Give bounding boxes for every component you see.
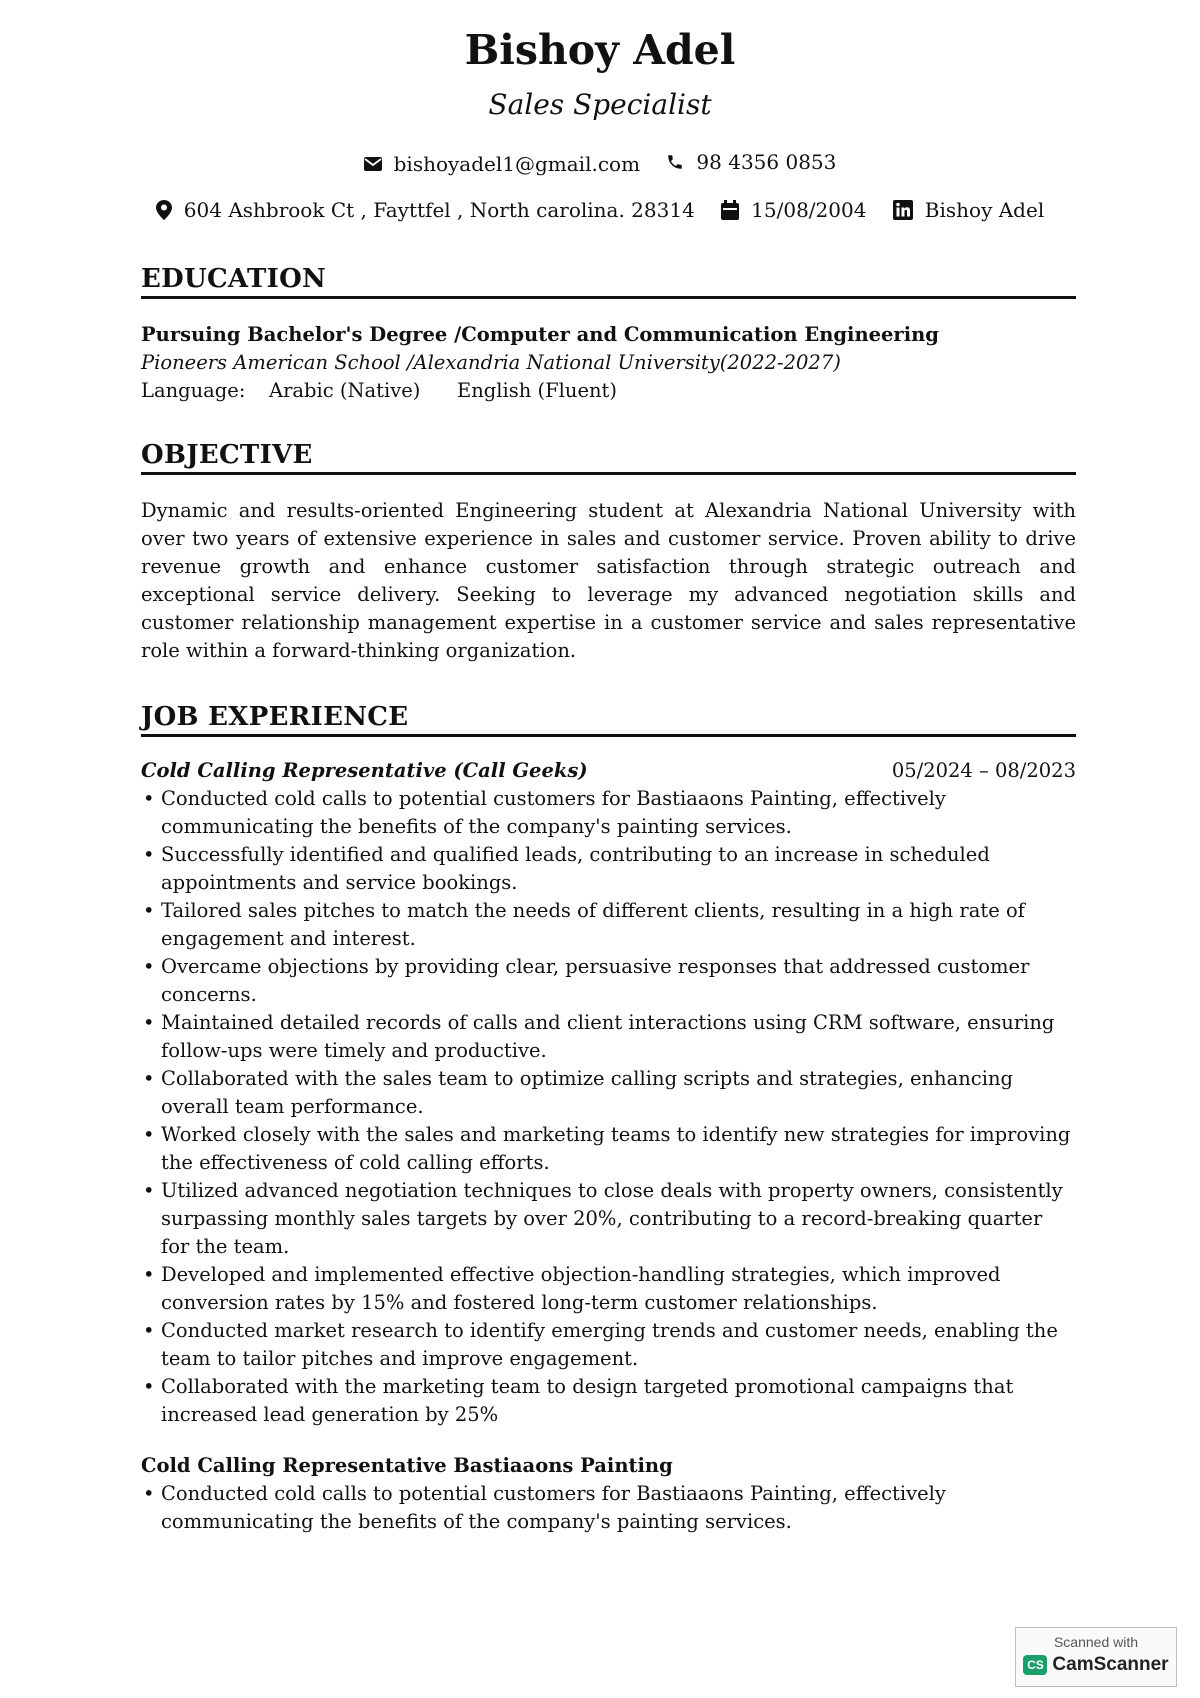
contact-row-secondary bbox=[0, 198, 1200, 225]
education-school: Pioneers American School /Alexandria National University(2022-2027) bbox=[141, 351, 841, 374]
objective-heading: OBJECTIVE bbox=[141, 440, 1076, 475]
email-text: bishoyadel1@gmail.com bbox=[393, 152, 641, 176]
job-title: Cold Calling Representative Bastiaaons Painting bbox=[141, 1454, 673, 1477]
language-row bbox=[141, 377, 1076, 405]
phone-contact[interactable] bbox=[666, 150, 836, 174]
job-bullet: • Maintained detailed records of calls and client interactions using CRM software, ensuring follow-ups were timely and productive. bbox=[141, 1009, 1076, 1065]
job-entry bbox=[141, 1452, 1076, 1536]
education-heading: EDUCATION bbox=[141, 264, 1076, 299]
job-bullet: • Collaborated with the sales team to optimize calling scripts and strategies, enhancing overall team performance. bbox=[141, 1065, 1076, 1121]
candidate-role: Sales Specialist bbox=[488, 88, 712, 121]
job-title: Cold Calling Representative (Call Geeks) bbox=[141, 759, 588, 782]
candidate-name: Bishoy Adel bbox=[464, 26, 736, 74]
job-bullet: • Utilized advanced negotiation techniques to close deals with property owners, consistently surpassing monthly sales targets by over 20%, contributing to a record-breaking quarter for the team. bbox=[141, 1177, 1076, 1261]
job-bullet: • Conducted cold calls to potential customers for Bastiaaons Painting, effectively communicating the benefits of the company's painting services. bbox=[141, 785, 1076, 841]
linkedin-contact[interactable] bbox=[893, 198, 1044, 222]
job-header bbox=[141, 757, 1076, 785]
job-bullet: • Conducted cold calls to potential customers for Bastiaaons Painting, effectively communicating the benefits of the company's painting services. bbox=[141, 1480, 1076, 1536]
education-degree: Pursuing Bachelor's Degree /Computer and Communication Engineering bbox=[141, 323, 939, 346]
job-dates: 05/2024 – 08/2023 bbox=[891, 759, 1076, 782]
envelope-icon bbox=[364, 157, 382, 171]
dob-text: 15/08/2004 bbox=[751, 198, 867, 222]
linkedin-icon bbox=[893, 200, 913, 220]
watermark-caption: Scanned with bbox=[1053, 1634, 1139, 1650]
job-bullet: • Worked closely with the sales and marketing teams to identify new strategies for improving the effectiveness of cold calling efforts. bbox=[141, 1121, 1076, 1177]
linkedin-text: Bishoy Adel bbox=[924, 198, 1045, 222]
watermark-brand: CamScanner bbox=[1052, 1654, 1169, 1675]
language-label: Language: bbox=[141, 379, 246, 402]
location-pin-icon bbox=[156, 200, 172, 220]
camscanner-logo-icon: CS bbox=[1023, 1655, 1047, 1675]
job-bullet: • Conducted market research to identify emerging trends and customer needs, enabling the team to tailor pitches and improve engagement. bbox=[141, 1317, 1076, 1373]
camscanner-watermark bbox=[1015, 1627, 1177, 1687]
address-contact bbox=[156, 198, 695, 222]
contact-row-primary bbox=[0, 150, 1200, 176]
education-section bbox=[141, 321, 1076, 405]
job-bullet: • Tailored sales pitches to match the needs of different clients, resulting in a high rate of engagement and interest. bbox=[141, 897, 1076, 953]
job-bullet: • Collaborated with the marketing team to design targeted promotional campaigns that increased lead generation by 25% bbox=[141, 1373, 1076, 1429]
job-bullet: • Developed and implemented effective objection-handling strategies, which improved conversion rates by 15% and fostered long-term customer relationships. bbox=[141, 1261, 1076, 1317]
job-header bbox=[141, 1452, 1076, 1480]
watermark-brand-row bbox=[1016, 1654, 1176, 1676]
job-bullet: • Successfully identified and qualified leads, contributing to an increase in scheduled appointments and service bookings. bbox=[141, 841, 1076, 897]
language-item: Arabic (Native) bbox=[269, 379, 421, 402]
job-bullet-list bbox=[141, 785, 1076, 1429]
experience-heading: JOB EXPERIENCE bbox=[141, 702, 1076, 737]
job-entry bbox=[141, 757, 1076, 1429]
job-bullet: • Overcame objections by providing clear, persuasive responses that addressed customer concerns. bbox=[141, 953, 1076, 1009]
address-text: 604 Ashbrook Ct , Fayttfel , North carolina. 28314 bbox=[183, 198, 695, 222]
phone-text: 98 4356 0853 bbox=[696, 150, 837, 174]
email-contact[interactable] bbox=[364, 152, 640, 176]
dob-contact bbox=[721, 198, 866, 222]
objective-text: Dynamic and results-oriented Engineering student at Alexandria National University with over two years of extensive experience in sales and customer service. Proven ability to drive revenue growth and enhance customer satisfaction through strategic outreach and exceptional service delivery. Seeking to leverage my advanced negotiation skills and customer relationship management expertise in a customer service and sales representative role within a forward-thinking organization. bbox=[141, 499, 1076, 662]
calendar-icon bbox=[721, 200, 739, 220]
job-bullet-list bbox=[141, 1480, 1076, 1536]
language-item: English (Fluent) bbox=[457, 379, 617, 402]
phone-icon bbox=[666, 153, 684, 171]
